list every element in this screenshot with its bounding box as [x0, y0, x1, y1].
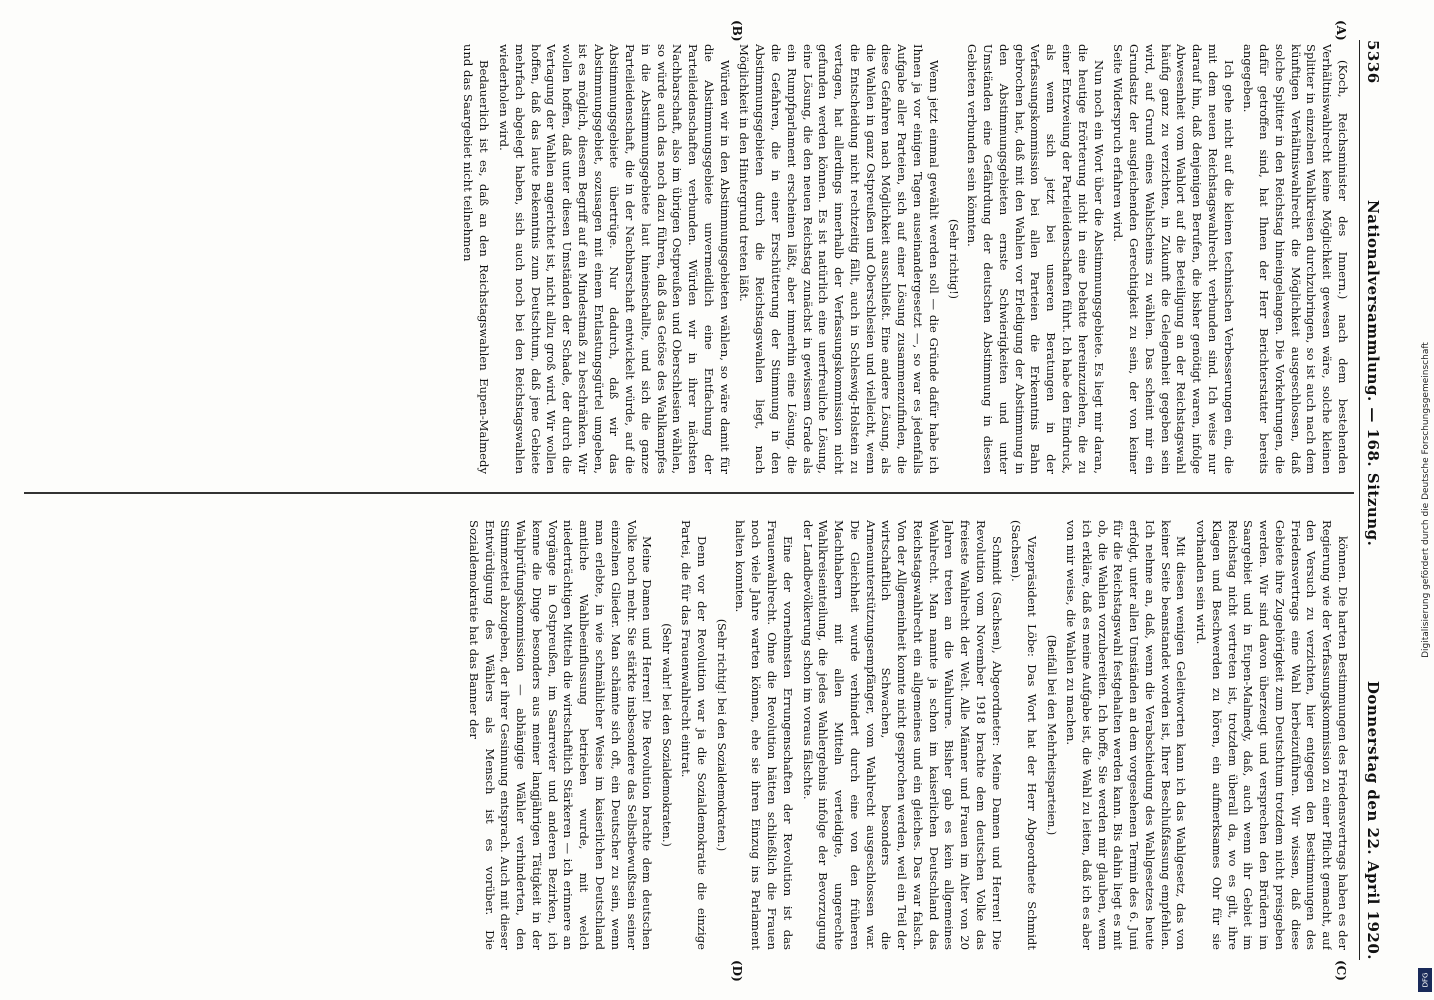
paragraph: Vizepräsident Löbe: Das Wort hat der Herr Abgeordnete Schmidt (Sachsen).	[1009, 520, 1040, 950]
page-number: 5336	[1364, 40, 1382, 84]
paragraph: Meine Damen und Herren! Die Revolution brachte dem deutschen Volke noch mehr. Sie stärkte insbesondere das Selbstbewußtsein seiner einzelnen Glieder. Man schämte sich oft, ein Deutscher zu sein, wenn man erlebte, in wie schmählicher Weise im kaiserlichen Deutschland amtliche Wahlbeeinflussung betrieben wurde, mit welch niederträchtigen Mitteln die wirtschaftlich Stärkeren — ich erinnere an Vorgänge in Ostpreußen, im Saarrevier und anderen Bezirken, ich kenne die Dinge besonders aus meiner langjährigen Tätigkeit in der Wahlprüfungskommission — abhängige Wähler verhinderten, den Stimmzettel abzugeben, der ihrer Gesinnung entsprach. Auch mit dieser Entwürdigung des Wählers als Mensch ist es vorüber. Die Sozialdemokratie hat das Banner der	[466, 520, 655, 950]
session-title: Nationalversammlung. — 168. Sitzung.	[1364, 200, 1382, 547]
paragraph: (Koch, Reichsminister des Innern.) nach dem bestehenden Verhältniswahlrecht keine Möglichkeit gewesen wäre, solche kleinen Splitter in einzelnen Wahlkreisen durchzubringen, so ist auch nach dem künftigen Verhältniswahlrecht die Möglichkeit ausgeschlossen, daß solche Splitter in den Reichstag hineingelangen. Die Vorkehrungen, die dafür getroffen sind, hat Ihnen der Herr Berichterstatter bereits angegeben.	[1241, 44, 1350, 474]
page-header	[1359, 40, 1382, 960]
paragraph: Ich gehe nicht auf die kleinen technischen Verbesserungen ein, die mit dem neuen Reichstagswahlrecht verbunden sind. Ich weise nur darauf hin, daß denjenigen Berufen, die bisher genötigt waren, infolge Abwesenheit vom Wahlort auf die Beteiligung an der Reichstagswahl häufig ganz zu verzichten, in Zukunft die Gelegenheit gegeben sein wird, auf Grund eines Wahlscheins zu wählen. Das scheint mir ein Grundsatz der ausgleichenden Gerechtigkeit zu sein, der von keiner Seite Widerspruch erfahren wird.	[1111, 44, 1236, 474]
margin-mark-a: (A)	[1334, 20, 1348, 41]
stage-direction: (Sehr wahr! bei den Sozialdemokraten.)	[660, 623, 674, 847]
right-column	[20, 520, 1350, 950]
margin-mark-b: (B)	[730, 20, 744, 42]
dfg-logo	[1418, 968, 1432, 992]
dfg-credit-strip	[1417, 0, 1434, 1000]
paragraph: Schmidt (Sachsen), Abgeordneter: Meine Damen und Herren! Die Revolution vom November 1918 brachte dem deutschen Volke das freieste Wahlrecht der Welt. Alle Männer und Frauen im Alter von 20 Jahren treten an die Wahlurne. Bisher gab es kein allgemeines Wahlrecht. Man nannte ja schon im kaiserlichen Deutschland das Reichstagswahlrecht ein allgemeines und ein gleiches. Das war falsch. Von der Allgemeinheit konnte nicht gesprochen werden, weil ein Teil der wirtschaftlich Schwachen, besonders die Armenunterstützungsempfänger, vom Wahlrecht ausgeschlossen war. Die Gleichheit wurde verhindert durch eine von den früheren Machthabern mit allen Mitteln verteidigte, ungerechte Wahlkreiseinteilung, die jedes Wahlergebnis infolge der Bevorzugung der Landbevölkerung schon im voraus fälschte.	[800, 520, 1004, 950]
paragraph: Eine der vornehmsten Errungenschaften der Revolution ist das Frauenwahlrecht. Ohne die Revolution hätten schließlich die Frauen noch viele Jahre warten können, ehe sie ihren Einzug ins Parlament halten konnten.	[733, 520, 795, 950]
paragraph: können. Die harten Bestimmungen des Friedensvertrags haben es der Regierung wie der Verfassungskommission zu einer Pflicht gemacht, auf den Versuch zu verzichten, hier entgegen den Bestimmungen des Friedensvertrags eine Wahl herbeizuführen. Wir wissen, daß diese Gebiete ihre Zugehörigkeit zum Deutschtum trotzdem nicht preisgeben werden. Wir sind davon überzeugt und versprechen den Brüdern im Saargebiet und in Eupen-Malmedy, daß, auch wenn ihr Gebiet im Reichstag nicht vertreten ist, trotzdem überall da, wo es gilt, ihre Klagen und Beschwerden zu hören, ein aufmerksames Ohr für sie vorhanden sein wird.	[1194, 520, 1350, 950]
stage-direction: (Sehr richtig!)	[946, 219, 960, 299]
paragraph: Wenn jetzt einmal gewählt werden soll — die Gründe dafür habe ich Ihnen ja vor einigen Tagen auseinandergesetzt —, so war es jedenfalls Aufgabe aller Parteien, sich auf einer Lösung zusammenzufinden, die diese Gefahren nach Möglichkeit ausschließt. Eine andere Lösung, als die Wahlen in ganz Ostpreußen und Oberschlesien und vielleicht, wenn die Entscheidung nicht rechtzeitig fällt, auch in Schleswig-Holstein zu vertagen, hat allerdings innerhalb der Verfassungskommission nicht gefunden werden können. Es ist natürlich eine unerfreuliche Lösung, eine Lösung, die den neuen Reichstag zunächst in gewissem Grade als ein Rumpfparlament erscheinen läßt, aber immerhin eine Lösung, die die Gefahren, die in einer Erschütterung der Stimmung in den Abstimmungsgebieten durch die Reichstagswahlen liegt, nach Möglichkeit in den Hintergrund treten läßt.	[737, 44, 941, 474]
session-date: Donnerstag den 22. April 1920.	[1364, 680, 1382, 960]
stage-direction: (Beifall bei den Mehrheitsparteien.)	[1045, 634, 1059, 836]
left-column	[20, 44, 1350, 474]
margin-mark-c: (C)	[1334, 960, 1348, 981]
stage-direction: (Sehr richtig! bei den Sozialdemokraten.)	[714, 618, 728, 852]
paragraph: Bedauerlich ist es, daß an den Reichstagswahlen Eupen-Malmedy und das Saargebiet nicht teilnehmen	[461, 44, 492, 474]
paragraph: Nun noch ein Wort über die Abstimmungsgebiete. Es liegt mir daran, die heutige Erörterung nicht in eine Debatte hereinzuziehen, die zu einer Entzweiung der Parteileidenschaften führt. Ich habe den Eindruck, als wenn sich jetzt bei unseren Beratungen in der Verfassungskommission bei allen Parteien die Erkenntnis Bahn gebrochen hat, daß mit den Wahlen vor Erledigung der Abstimmung in den Abstimmungsgebieten ernste Schwierigkeiten und unter Umständen eine Gefährdung der deutschen Abstimmung in diesen Gebieten verbunden sein könnten.	[965, 44, 1106, 474]
paragraph: Mit diesen wenigen Geleitworten kann ich das Wahlgesetz, das von keiner Seite beanstandet worden ist, Ihrer Beschlußfassung empfehlen. Ich nehme an, daß, wenn die Verabschiedung des Wahlgesetzes heute erfolgt, unter allen Umständen an dem vorgesehenen Termin des 6. Juni für die Reichstagswahl festgehalten werden kann. Bis dahin liegt es mit ob, die Wahlen vorzubereiten. Ich hoffe, Sie werden mir glauben, wenn ich erkläre, daß es meine Aufgabe ist, die Wahl zu leiten, daß ich es aber von mir weise, die Wahlen zu machen.	[1063, 520, 1189, 950]
dfg-credit-text: Digitalisierung gefördert durch die Deutsche Forschungsgemeinschaft	[1420, 342, 1431, 658]
paragraph: Denn vor der Revolution war ja die Sozialdemokratie die einzige Partei, die für das Frauenwahlrecht eintrat.	[679, 520, 709, 950]
dfg-logo-text: DFG	[1421, 972, 1429, 988]
column-divider	[24, 492, 1354, 494]
paragraph: Würden wir in den Abstimmungsgebieten wählen, so wäre damit für die Abstimmungsgebiete unvermeidlich eine Entfachung der Parteileidenschaften verbunden. Würden wir in ihrer nächsten Nachbarschaft, also im übrigen Ostpreußen und Oberschlesien wählen, so würde auch das noch dazu führen, daß das Getöse des Wahlkampfes in die Abstimmungsgebiete laut hineinschallte, und sich die ganze Parteileidenschaft, die in der Nachbarschaft entwickelt würde, auf die Abstimmungsgebiete übertrüge. Nur dadurch, daß wir das Abstimmungsgebiet, sozusagen mit einem Entlastungsgürtel umgeben, ist es möglich, diesem Begriff auf ein Mindestmaß zu beschränken. Wir wollen hoffen, daß unter diesen Umständen der Schade, der durch die Vertagung der Wahlen angerichtet ist, nicht allzu groß wird. Wir wollen hoffen, daß das laute Bekenntnis zum Deutschtum, daß jene Gebiete mehrfach abgelegt haben, sich auch noch bei den Reichstagswahlen wiederholen wird.	[497, 44, 732, 474]
margin-mark-d: (D)	[730, 960, 744, 982]
